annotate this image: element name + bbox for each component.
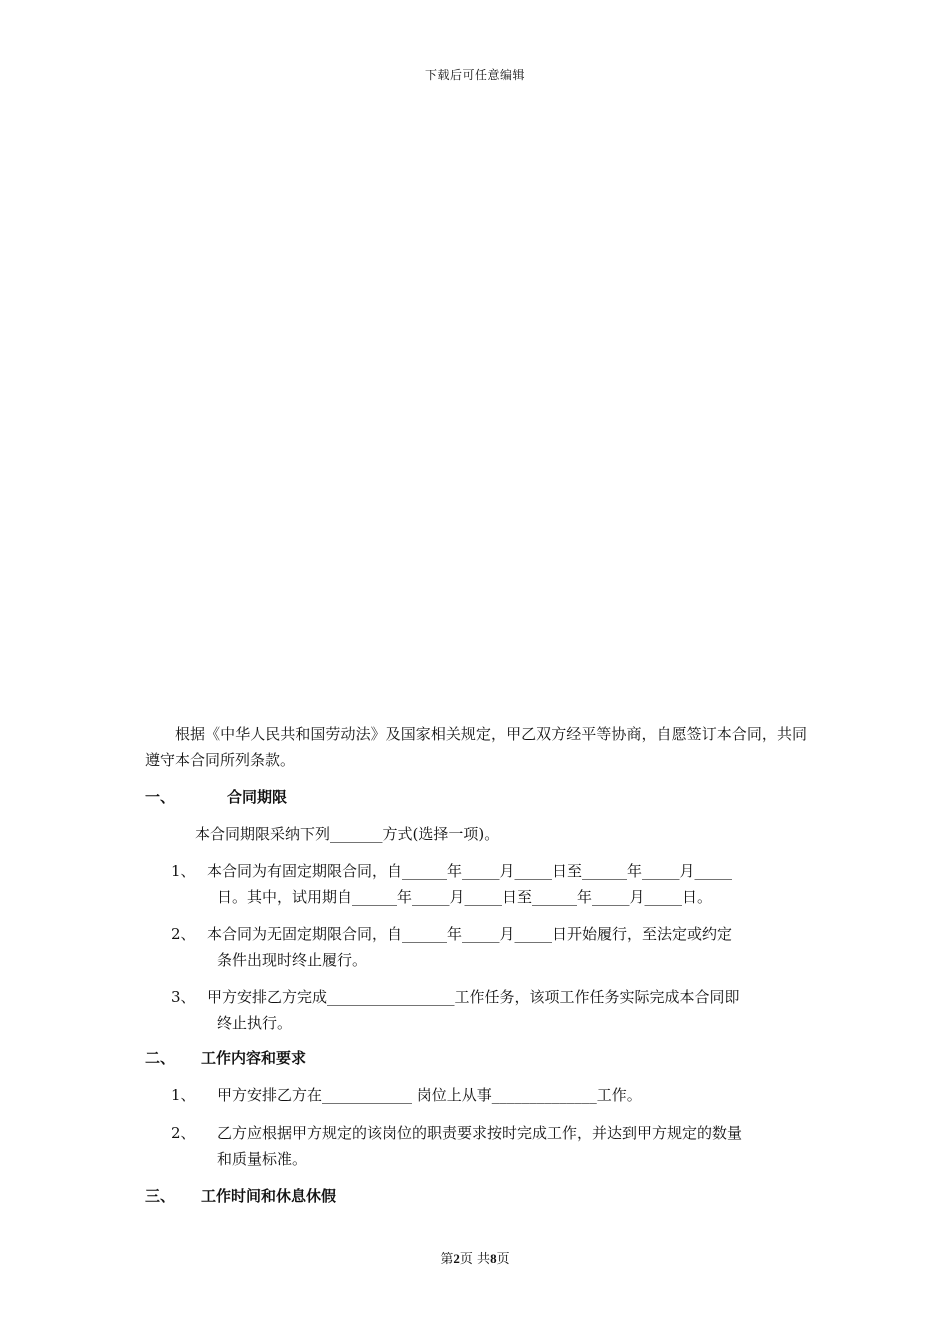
list-item (171, 921, 807, 973)
section-heading-2 (145, 1047, 306, 1068)
item-text-line: 乙方应根据甲方规定的该岗位的职责要求按时完成工作，并达到甲方规定的数量 (217, 1124, 743, 1142)
list-item (171, 1082, 807, 1108)
footer-suffix: 页 (496, 1252, 510, 1267)
section-title: 工作内容和要求 (201, 1049, 307, 1067)
total-page-number: 8 (490, 1251, 497, 1266)
section-number: 三、 (145, 1187, 176, 1205)
item-text-line: 日。其中，试用期自______年_____月_____日至______年_____月_____日。 (217, 888, 713, 906)
footer-mid: 页 共 (459, 1252, 491, 1267)
section-title: 工作时间和休息休假 (201, 1187, 337, 1205)
page-footer (0, 1248, 950, 1267)
section-1-lead: 本合同期限采纳下列_______方式(选择一项)。 (195, 825, 500, 843)
item-text-line: 条件出现时终止履行。 (217, 951, 368, 969)
section-heading-3 (145, 1185, 336, 1206)
item-text-line: 甲方安排乙方在____________ 岗位上从事______________工作。 (217, 1086, 642, 1104)
item-text-line: 本合同为有固定期限合同，自______年_____月_____日至______年_____月_____ (207, 862, 733, 880)
list-item (171, 858, 807, 910)
intro-paragraph: 根据《中华人民共和国劳动法》及国家相关规定，甲乙双方经平等协商，自愿签订本合同，共同遵守本合同所列条款。 (145, 725, 807, 769)
item-number: 2、 (171, 925, 196, 943)
section-heading-1 (145, 786, 287, 807)
item-text-line: 本合同为无固定期限合同，自______年_____月_____日开始履行，至法定或约定 (207, 925, 733, 943)
section-title: 合同期限 (227, 788, 288, 806)
item-text-line: 甲方安排乙方完成_________________工作任务，该项工作任务实际完成本合同即 (207, 988, 740, 1006)
item-number: 3、 (171, 988, 196, 1006)
list-item (171, 984, 807, 1036)
footer-prefix: 第 (440, 1252, 454, 1267)
item-text-line: 和质量标准。 (217, 1150, 308, 1168)
section-number: 一、 (145, 788, 176, 806)
current-page-number: 2 (453, 1251, 460, 1266)
item-number: 2、 (171, 1124, 196, 1142)
item-text-line: 终止执行。 (217, 1014, 293, 1032)
page-header: 下载后可任意编辑 (424, 68, 525, 82)
section-number: 二、 (145, 1049, 176, 1067)
item-number: 1、 (171, 862, 196, 880)
item-number: 1、 (171, 1086, 196, 1104)
list-item (171, 1120, 807, 1172)
